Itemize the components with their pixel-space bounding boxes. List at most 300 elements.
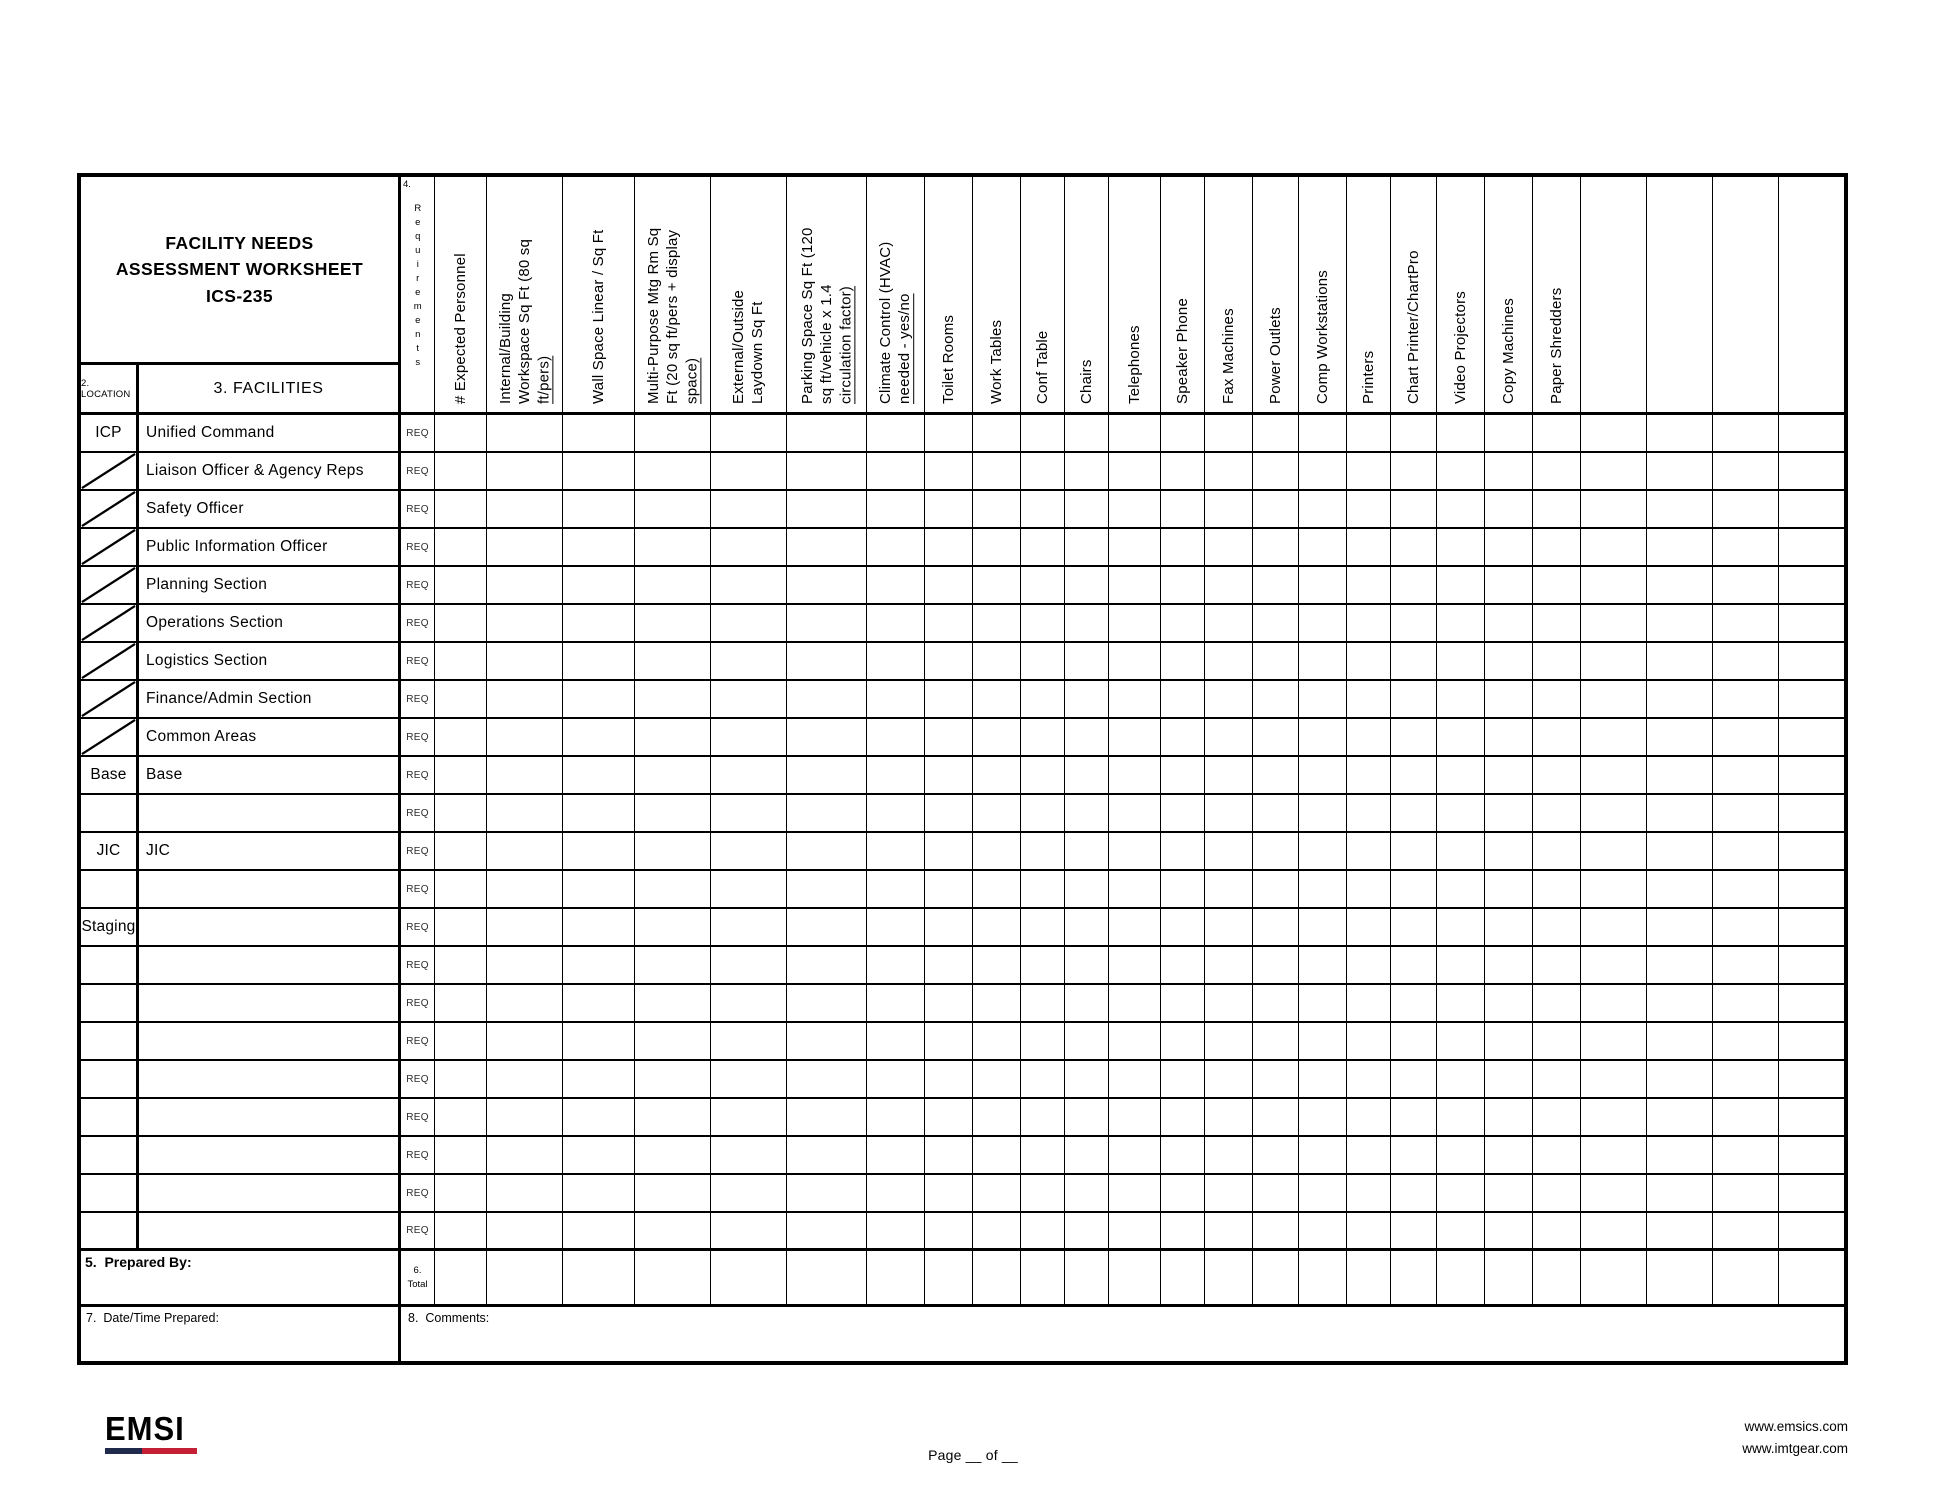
value-cell-blank-2[interactable] — [1647, 643, 1713, 679]
value-cell-video-projectors[interactable] — [1437, 1175, 1485, 1211]
value-cell-chairs[interactable] — [1065, 719, 1109, 755]
value-cell-copy-machines[interactable] — [1485, 643, 1533, 679]
value-cell-blank-1[interactable] — [1581, 1023, 1647, 1059]
value-cell-blank-4[interactable] — [1779, 1175, 1844, 1211]
value-cell-video-projectors[interactable] — [1437, 453, 1485, 489]
value-cell-chart-printer-chartpro[interactable] — [1391, 491, 1437, 527]
value-cell-telephones[interactable] — [1109, 415, 1161, 451]
value-cell-chairs[interactable] — [1065, 453, 1109, 489]
total-value-cell-blank-3[interactable] — [1713, 1251, 1779, 1304]
value-cell-conf-table[interactable] — [1021, 529, 1065, 565]
value-cell-comp-workstations[interactable] — [1299, 491, 1347, 527]
value-cell-external-outside-laydown[interactable] — [711, 985, 787, 1021]
value-cell-fax-machines[interactable] — [1205, 795, 1253, 831]
value-cell-work-tables[interactable] — [973, 1137, 1021, 1173]
value-cell-climate-control[interactable] — [867, 453, 925, 489]
value-cell-blank-1[interactable] — [1581, 833, 1647, 869]
value-cell-comp-workstations[interactable] — [1299, 605, 1347, 641]
value-cell-chairs[interactable] — [1065, 567, 1109, 603]
value-cell-chairs[interactable] — [1065, 909, 1109, 945]
value-cell-paper-shredders[interactable] — [1533, 947, 1581, 983]
value-cell-external-outside-laydown[interactable] — [711, 757, 787, 793]
value-cell-climate-control[interactable] — [867, 833, 925, 869]
value-cell-chart-printer-chartpro[interactable] — [1391, 909, 1437, 945]
value-cell-chairs[interactable] — [1065, 1137, 1109, 1173]
value-cell-fax-machines[interactable] — [1205, 833, 1253, 869]
value-cell-power-outlets[interactable] — [1253, 795, 1299, 831]
value-cell-chairs[interactable] — [1065, 1061, 1109, 1097]
value-cell-comp-workstations[interactable] — [1299, 1213, 1347, 1248]
value-cell-chairs[interactable] — [1065, 1213, 1109, 1248]
total-value-cell-external-outside-laydown[interactable] — [711, 1251, 787, 1304]
value-cell-external-outside-laydown[interactable] — [711, 1137, 787, 1173]
value-cell-printers[interactable] — [1347, 985, 1391, 1021]
value-cell-work-tables[interactable] — [973, 1213, 1021, 1248]
value-cell-copy-machines[interactable] — [1485, 833, 1533, 869]
value-cell-blank-3[interactable] — [1713, 1099, 1779, 1135]
value-cell-blank-1[interactable] — [1581, 909, 1647, 945]
value-cell-expected-personnel[interactable] — [435, 453, 487, 489]
value-cell-chairs[interactable] — [1065, 491, 1109, 527]
value-cell-wall-space[interactable] — [563, 491, 635, 527]
value-cell-video-projectors[interactable] — [1437, 833, 1485, 869]
prepared-by-field[interactable]: 5. Prepared By: — [81, 1251, 401, 1304]
value-cell-paper-shredders[interactable] — [1533, 1061, 1581, 1097]
value-cell-internal-building-workspace[interactable] — [487, 757, 563, 793]
value-cell-wall-space[interactable] — [563, 757, 635, 793]
value-cell-conf-table[interactable] — [1021, 871, 1065, 907]
value-cell-paper-shredders[interactable] — [1533, 1175, 1581, 1211]
value-cell-speaker-phone[interactable] — [1161, 833, 1205, 869]
value-cell-work-tables[interactable] — [973, 681, 1021, 717]
value-cell-comp-workstations[interactable] — [1299, 1099, 1347, 1135]
value-cell-parking-space[interactable] — [787, 415, 867, 451]
value-cell-video-projectors[interactable] — [1437, 719, 1485, 755]
value-cell-blank-1[interactable] — [1581, 1099, 1647, 1135]
value-cell-copy-machines[interactable] — [1485, 795, 1533, 831]
value-cell-blank-2[interactable] — [1647, 567, 1713, 603]
value-cell-chart-printer-chartpro[interactable] — [1391, 833, 1437, 869]
value-cell-blank-1[interactable] — [1581, 719, 1647, 755]
total-value-cell-toilet-rooms[interactable] — [925, 1251, 973, 1304]
value-cell-speaker-phone[interactable] — [1161, 795, 1205, 831]
value-cell-telephones[interactable] — [1109, 1061, 1161, 1097]
value-cell-internal-building-workspace[interactable] — [487, 1213, 563, 1248]
value-cell-toilet-rooms[interactable] — [925, 1099, 973, 1135]
value-cell-paper-shredders[interactable] — [1533, 567, 1581, 603]
value-cell-blank-1[interactable] — [1581, 1137, 1647, 1173]
value-cell-conf-table[interactable] — [1021, 415, 1065, 451]
value-cell-multi-purpose-mtg-rm[interactable] — [635, 757, 711, 793]
value-cell-power-outlets[interactable] — [1253, 567, 1299, 603]
value-cell-multi-purpose-mtg-rm[interactable] — [635, 985, 711, 1021]
value-cell-blank-2[interactable] — [1647, 1213, 1713, 1248]
value-cell-chart-printer-chartpro[interactable] — [1391, 453, 1437, 489]
value-cell-climate-control[interactable] — [867, 871, 925, 907]
value-cell-toilet-rooms[interactable] — [925, 871, 973, 907]
value-cell-comp-workstations[interactable] — [1299, 1023, 1347, 1059]
value-cell-climate-control[interactable] — [867, 605, 925, 641]
value-cell-conf-table[interactable] — [1021, 833, 1065, 869]
value-cell-speaker-phone[interactable] — [1161, 453, 1205, 489]
value-cell-video-projectors[interactable] — [1437, 795, 1485, 831]
value-cell-expected-personnel[interactable] — [435, 795, 487, 831]
value-cell-toilet-rooms[interactable] — [925, 947, 973, 983]
value-cell-speaker-phone[interactable] — [1161, 909, 1205, 945]
value-cell-power-outlets[interactable] — [1253, 681, 1299, 717]
value-cell-parking-space[interactable] — [787, 985, 867, 1021]
value-cell-telephones[interactable] — [1109, 871, 1161, 907]
value-cell-blank-1[interactable] — [1581, 985, 1647, 1021]
value-cell-climate-control[interactable] — [867, 795, 925, 831]
value-cell-paper-shredders[interactable] — [1533, 719, 1581, 755]
value-cell-power-outlets[interactable] — [1253, 643, 1299, 679]
value-cell-telephones[interactable] — [1109, 833, 1161, 869]
value-cell-internal-building-workspace[interactable] — [487, 1137, 563, 1173]
facility-cell[interactable] — [139, 909, 401, 945]
value-cell-video-projectors[interactable] — [1437, 491, 1485, 527]
value-cell-chairs[interactable] — [1065, 985, 1109, 1021]
value-cell-chart-printer-chartpro[interactable] — [1391, 947, 1437, 983]
value-cell-blank-1[interactable] — [1581, 947, 1647, 983]
value-cell-chart-printer-chartpro[interactable] — [1391, 757, 1437, 793]
total-value-cell-paper-shredders[interactable] — [1533, 1251, 1581, 1304]
value-cell-video-projectors[interactable] — [1437, 529, 1485, 565]
value-cell-toilet-rooms[interactable] — [925, 757, 973, 793]
value-cell-external-outside-laydown[interactable] — [711, 1213, 787, 1248]
value-cell-blank-2[interactable] — [1647, 719, 1713, 755]
value-cell-external-outside-laydown[interactable] — [711, 1061, 787, 1097]
value-cell-telephones[interactable] — [1109, 1023, 1161, 1059]
value-cell-fax-machines[interactable] — [1205, 1099, 1253, 1135]
value-cell-work-tables[interactable] — [973, 1061, 1021, 1097]
value-cell-blank-2[interactable] — [1647, 1023, 1713, 1059]
facility-cell[interactable] — [139, 1175, 401, 1211]
value-cell-paper-shredders[interactable] — [1533, 643, 1581, 679]
value-cell-multi-purpose-mtg-rm[interactable] — [635, 1213, 711, 1248]
value-cell-blank-2[interactable] — [1647, 1137, 1713, 1173]
value-cell-conf-table[interactable] — [1021, 643, 1065, 679]
value-cell-blank-3[interactable] — [1713, 757, 1779, 793]
value-cell-speaker-phone[interactable] — [1161, 605, 1205, 641]
value-cell-speaker-phone[interactable] — [1161, 415, 1205, 451]
value-cell-fax-machines[interactable] — [1205, 871, 1253, 907]
value-cell-internal-building-workspace[interactable] — [487, 567, 563, 603]
value-cell-comp-workstations[interactable] — [1299, 795, 1347, 831]
value-cell-toilet-rooms[interactable] — [925, 795, 973, 831]
value-cell-fax-machines[interactable] — [1205, 1175, 1253, 1211]
location-cell[interactable] — [81, 1137, 139, 1173]
total-value-cell-fax-machines[interactable] — [1205, 1251, 1253, 1304]
value-cell-power-outlets[interactable] — [1253, 1099, 1299, 1135]
value-cell-blank-3[interactable] — [1713, 605, 1779, 641]
value-cell-climate-control[interactable] — [867, 529, 925, 565]
value-cell-wall-space[interactable] — [563, 795, 635, 831]
value-cell-blank-4[interactable] — [1779, 453, 1844, 489]
total-value-cell-power-outlets[interactable] — [1253, 1251, 1299, 1304]
value-cell-copy-machines[interactable] — [1485, 1023, 1533, 1059]
value-cell-copy-machines[interactable] — [1485, 1175, 1533, 1211]
value-cell-video-projectors[interactable] — [1437, 1213, 1485, 1248]
value-cell-wall-space[interactable] — [563, 567, 635, 603]
value-cell-comp-workstations[interactable] — [1299, 985, 1347, 1021]
value-cell-chart-printer-chartpro[interactable] — [1391, 643, 1437, 679]
value-cell-blank-1[interactable] — [1581, 491, 1647, 527]
value-cell-printers[interactable] — [1347, 643, 1391, 679]
value-cell-video-projectors[interactable] — [1437, 1061, 1485, 1097]
value-cell-blank-2[interactable] — [1647, 833, 1713, 869]
value-cell-external-outside-laydown[interactable] — [711, 795, 787, 831]
value-cell-multi-purpose-mtg-rm[interactable] — [635, 605, 711, 641]
value-cell-toilet-rooms[interactable] — [925, 605, 973, 641]
value-cell-climate-control[interactable] — [867, 643, 925, 679]
value-cell-expected-personnel[interactable] — [435, 643, 487, 679]
value-cell-blank-3[interactable] — [1713, 1023, 1779, 1059]
value-cell-work-tables[interactable] — [973, 719, 1021, 755]
comments-field[interactable]: 8. Comments: — [408, 1311, 490, 1325]
value-cell-chairs[interactable] — [1065, 605, 1109, 641]
value-cell-internal-building-workspace[interactable] — [487, 985, 563, 1021]
value-cell-chart-printer-chartpro[interactable] — [1391, 605, 1437, 641]
value-cell-work-tables[interactable] — [973, 833, 1021, 869]
location-cell[interactable] — [81, 1175, 139, 1211]
value-cell-speaker-phone[interactable] — [1161, 871, 1205, 907]
value-cell-fax-machines[interactable] — [1205, 1137, 1253, 1173]
value-cell-video-projectors[interactable] — [1437, 757, 1485, 793]
value-cell-copy-machines[interactable] — [1485, 1099, 1533, 1135]
value-cell-comp-workstations[interactable] — [1299, 833, 1347, 869]
value-cell-power-outlets[interactable] — [1253, 491, 1299, 527]
value-cell-work-tables[interactable] — [973, 415, 1021, 451]
value-cell-paper-shredders[interactable] — [1533, 415, 1581, 451]
value-cell-blank-2[interactable] — [1647, 1099, 1713, 1135]
value-cell-internal-building-workspace[interactable] — [487, 453, 563, 489]
value-cell-multi-purpose-mtg-rm[interactable] — [635, 567, 711, 603]
value-cell-conf-table[interactable] — [1021, 909, 1065, 945]
value-cell-chart-printer-chartpro[interactable] — [1391, 415, 1437, 451]
value-cell-internal-building-workspace[interactable] — [487, 491, 563, 527]
value-cell-parking-space[interactable] — [787, 947, 867, 983]
value-cell-printers[interactable] — [1347, 681, 1391, 717]
value-cell-speaker-phone[interactable] — [1161, 681, 1205, 717]
value-cell-expected-personnel[interactable] — [435, 567, 487, 603]
value-cell-power-outlets[interactable] — [1253, 985, 1299, 1021]
value-cell-blank-2[interactable] — [1647, 985, 1713, 1021]
value-cell-toilet-rooms[interactable] — [925, 719, 973, 755]
value-cell-blank-2[interactable] — [1647, 757, 1713, 793]
value-cell-copy-machines[interactable] — [1485, 567, 1533, 603]
total-value-cell-blank-1[interactable] — [1581, 1251, 1647, 1304]
value-cell-speaker-phone[interactable] — [1161, 1213, 1205, 1248]
value-cell-toilet-rooms[interactable] — [925, 1175, 973, 1211]
value-cell-copy-machines[interactable] — [1485, 681, 1533, 717]
value-cell-external-outside-laydown[interactable] — [711, 1175, 787, 1211]
value-cell-internal-building-workspace[interactable] — [487, 947, 563, 983]
value-cell-wall-space[interactable] — [563, 1061, 635, 1097]
value-cell-multi-purpose-mtg-rm[interactable] — [635, 719, 711, 755]
value-cell-expected-personnel[interactable] — [435, 909, 487, 945]
total-value-cell-chairs[interactable] — [1065, 1251, 1109, 1304]
value-cell-wall-space[interactable] — [563, 529, 635, 565]
value-cell-conf-table[interactable] — [1021, 1175, 1065, 1211]
value-cell-blank-4[interactable] — [1779, 643, 1844, 679]
value-cell-speaker-phone[interactable] — [1161, 567, 1205, 603]
value-cell-blank-3[interactable] — [1713, 1175, 1779, 1211]
value-cell-video-projectors[interactable] — [1437, 871, 1485, 907]
value-cell-video-projectors[interactable] — [1437, 643, 1485, 679]
value-cell-paper-shredders[interactable] — [1533, 605, 1581, 641]
value-cell-blank-1[interactable] — [1581, 453, 1647, 489]
value-cell-conf-table[interactable] — [1021, 1061, 1065, 1097]
total-value-cell-blank-2[interactable] — [1647, 1251, 1713, 1304]
value-cell-parking-space[interactable] — [787, 909, 867, 945]
value-cell-video-projectors[interactable] — [1437, 947, 1485, 983]
value-cell-blank-4[interactable] — [1779, 1023, 1844, 1059]
value-cell-chairs[interactable] — [1065, 1175, 1109, 1211]
value-cell-blank-3[interactable] — [1713, 567, 1779, 603]
total-value-cell-printers[interactable] — [1347, 1251, 1391, 1304]
value-cell-telephones[interactable] — [1109, 1137, 1161, 1173]
value-cell-blank-3[interactable] — [1713, 491, 1779, 527]
value-cell-expected-personnel[interactable] — [435, 1213, 487, 1248]
value-cell-comp-workstations[interactable] — [1299, 947, 1347, 983]
value-cell-external-outside-laydown[interactable] — [711, 491, 787, 527]
datetime-prepared-field[interactable]: 7. Date/Time Prepared: — [81, 1307, 401, 1361]
value-cell-power-outlets[interactable] — [1253, 871, 1299, 907]
value-cell-wall-space[interactable] — [563, 947, 635, 983]
value-cell-internal-building-workspace[interactable] — [487, 605, 563, 641]
value-cell-expected-personnel[interactable] — [435, 1099, 487, 1135]
value-cell-speaker-phone[interactable] — [1161, 719, 1205, 755]
value-cell-printers[interactable] — [1347, 567, 1391, 603]
value-cell-work-tables[interactable] — [973, 909, 1021, 945]
value-cell-printers[interactable] — [1347, 871, 1391, 907]
value-cell-printers[interactable] — [1347, 415, 1391, 451]
value-cell-blank-3[interactable] — [1713, 1061, 1779, 1097]
value-cell-blank-3[interactable] — [1713, 871, 1779, 907]
value-cell-printers[interactable] — [1347, 491, 1391, 527]
value-cell-fax-machines[interactable] — [1205, 415, 1253, 451]
value-cell-external-outside-laydown[interactable] — [711, 453, 787, 489]
value-cell-expected-personnel[interactable] — [435, 681, 487, 717]
total-value-cell-expected-personnel[interactable] — [435, 1251, 487, 1304]
value-cell-printers[interactable] — [1347, 1023, 1391, 1059]
total-value-cell-video-projectors[interactable] — [1437, 1251, 1485, 1304]
value-cell-expected-personnel[interactable] — [435, 1175, 487, 1211]
value-cell-paper-shredders[interactable] — [1533, 529, 1581, 565]
value-cell-work-tables[interactable] — [973, 1175, 1021, 1211]
value-cell-paper-shredders[interactable] — [1533, 681, 1581, 717]
value-cell-expected-personnel[interactable] — [435, 833, 487, 869]
value-cell-chairs[interactable] — [1065, 795, 1109, 831]
value-cell-internal-building-workspace[interactable] — [487, 529, 563, 565]
value-cell-paper-shredders[interactable] — [1533, 1137, 1581, 1173]
value-cell-video-projectors[interactable] — [1437, 1099, 1485, 1135]
value-cell-printers[interactable] — [1347, 1061, 1391, 1097]
value-cell-chairs[interactable] — [1065, 1023, 1109, 1059]
value-cell-internal-building-workspace[interactable] — [487, 795, 563, 831]
total-value-cell-work-tables[interactable] — [973, 1251, 1021, 1304]
value-cell-external-outside-laydown[interactable] — [711, 871, 787, 907]
location-cell[interactable] — [81, 1023, 139, 1059]
value-cell-copy-machines[interactable] — [1485, 1213, 1533, 1248]
value-cell-comp-workstations[interactable] — [1299, 719, 1347, 755]
value-cell-telephones[interactable] — [1109, 909, 1161, 945]
value-cell-power-outlets[interactable] — [1253, 529, 1299, 565]
value-cell-comp-workstations[interactable] — [1299, 643, 1347, 679]
value-cell-internal-building-workspace[interactable] — [487, 871, 563, 907]
location-cell[interactable] — [81, 985, 139, 1021]
value-cell-blank-1[interactable] — [1581, 605, 1647, 641]
value-cell-blank-3[interactable] — [1713, 909, 1779, 945]
value-cell-blank-2[interactable] — [1647, 681, 1713, 717]
value-cell-multi-purpose-mtg-rm[interactable] — [635, 415, 711, 451]
value-cell-multi-purpose-mtg-rm[interactable] — [635, 529, 711, 565]
value-cell-blank-4[interactable] — [1779, 985, 1844, 1021]
value-cell-speaker-phone[interactable] — [1161, 947, 1205, 983]
value-cell-speaker-phone[interactable] — [1161, 1137, 1205, 1173]
location-cell[interactable] — [81, 871, 139, 907]
value-cell-work-tables[interactable] — [973, 985, 1021, 1021]
value-cell-chart-printer-chartpro[interactable] — [1391, 871, 1437, 907]
value-cell-chairs[interactable] — [1065, 757, 1109, 793]
value-cell-chart-printer-chartpro[interactable] — [1391, 1213, 1437, 1248]
value-cell-printers[interactable] — [1347, 1213, 1391, 1248]
value-cell-printers[interactable] — [1347, 833, 1391, 869]
value-cell-wall-space[interactable] — [563, 833, 635, 869]
value-cell-wall-space[interactable] — [563, 871, 635, 907]
value-cell-climate-control[interactable] — [867, 1175, 925, 1211]
value-cell-power-outlets[interactable] — [1253, 909, 1299, 945]
value-cell-fax-machines[interactable] — [1205, 757, 1253, 793]
value-cell-climate-control[interactable] — [867, 491, 925, 527]
value-cell-telephones[interactable] — [1109, 947, 1161, 983]
value-cell-video-projectors[interactable] — [1437, 1023, 1485, 1059]
value-cell-work-tables[interactable] — [973, 757, 1021, 793]
value-cell-external-outside-laydown[interactable] — [711, 719, 787, 755]
value-cell-copy-machines[interactable] — [1485, 605, 1533, 641]
value-cell-blank-3[interactable] — [1713, 453, 1779, 489]
value-cell-multi-purpose-mtg-rm[interactable] — [635, 681, 711, 717]
facility-cell[interactable] — [139, 795, 401, 831]
value-cell-blank-3[interactable] — [1713, 719, 1779, 755]
value-cell-internal-building-workspace[interactable] — [487, 1061, 563, 1097]
value-cell-multi-purpose-mtg-rm[interactable] — [635, 643, 711, 679]
value-cell-toilet-rooms[interactable] — [925, 1061, 973, 1097]
value-cell-paper-shredders[interactable] — [1533, 453, 1581, 489]
value-cell-climate-control[interactable] — [867, 985, 925, 1021]
value-cell-toilet-rooms[interactable] — [925, 567, 973, 603]
value-cell-blank-4[interactable] — [1779, 833, 1844, 869]
value-cell-copy-machines[interactable] — [1485, 415, 1533, 451]
value-cell-speaker-phone[interactable] — [1161, 529, 1205, 565]
value-cell-comp-workstations[interactable] — [1299, 415, 1347, 451]
value-cell-toilet-rooms[interactable] — [925, 1023, 973, 1059]
value-cell-internal-building-workspace[interactable] — [487, 909, 563, 945]
value-cell-paper-shredders[interactable] — [1533, 795, 1581, 831]
value-cell-paper-shredders[interactable] — [1533, 833, 1581, 869]
value-cell-chart-printer-chartpro[interactable] — [1391, 795, 1437, 831]
value-cell-wall-space[interactable] — [563, 415, 635, 451]
value-cell-speaker-phone[interactable] — [1161, 643, 1205, 679]
value-cell-internal-building-workspace[interactable] — [487, 415, 563, 451]
value-cell-blank-1[interactable] — [1581, 681, 1647, 717]
location-cell[interactable] — [81, 1213, 139, 1248]
value-cell-conf-table[interactable] — [1021, 491, 1065, 527]
value-cell-blank-3[interactable] — [1713, 1137, 1779, 1173]
value-cell-climate-control[interactable] — [867, 947, 925, 983]
value-cell-parking-space[interactable] — [787, 1023, 867, 1059]
